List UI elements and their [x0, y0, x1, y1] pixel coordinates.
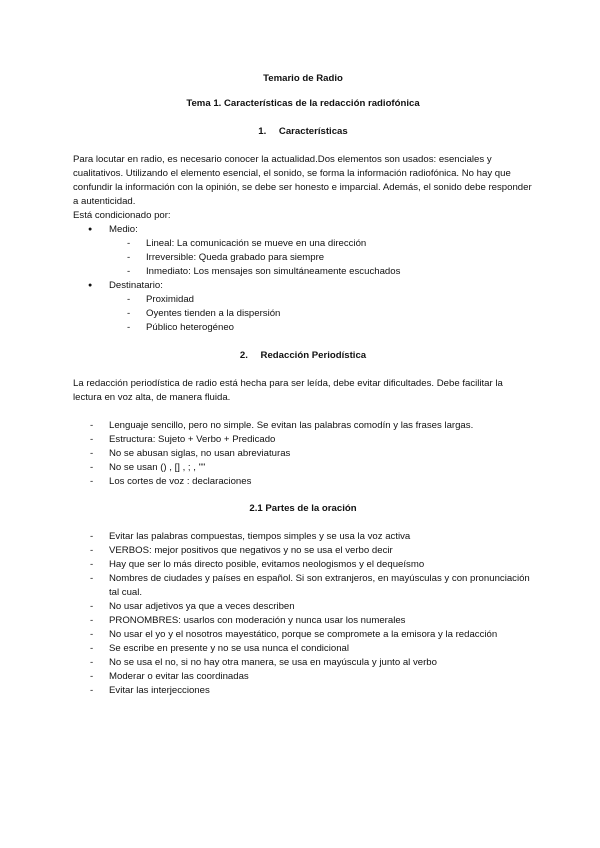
list-item	[73, 628, 533, 642]
section-2-paragraph: La redacción periodística de radio está hecha para ser leída, debe evitar dificultades. Debe facilitar la lectura en voz alta, de manera fluida.	[73, 378, 503, 403]
dash-icon: -	[90, 545, 94, 556]
item-text: No usar adjetivos ya que a veces describen	[109, 601, 295, 612]
item-text: Lenguaje sencillo, pero no simple. Se evitan las palabras comodín y las frases largas.	[109, 420, 474, 431]
item-text: Inmediato: Los mensajes son simultáneamente escuchados	[146, 266, 401, 277]
dash-icon: -	[127, 294, 131, 305]
dash-icon: -	[90, 476, 94, 487]
section-2-1-heading: 2.1 Partes de la oración	[249, 503, 357, 514]
section-2-1-list	[73, 530, 533, 698]
document-title: Temario de Radio	[263, 73, 343, 84]
dash-icon: -	[127, 308, 131, 319]
section-number: 1.	[258, 126, 267, 137]
dash-icon: -	[127, 238, 131, 249]
list-item	[73, 670, 533, 684]
dash-icon: -	[127, 322, 131, 333]
dash-icon: -	[127, 252, 131, 263]
list-item	[73, 251, 533, 265]
dash-icon: -	[90, 629, 94, 640]
section-1-intro: Está condicionado por:	[73, 210, 171, 221]
item-text: Proximidad	[146, 294, 194, 305]
dash-icon: -	[90, 685, 94, 696]
item-text: Oyentes tienden a la dispersión	[146, 308, 281, 319]
list-item	[73, 237, 533, 251]
item-text: PRONOMBRES: usarlos con moderación y nunca usar los numerales	[109, 615, 406, 626]
list-item	[73, 321, 533, 335]
list-item	[73, 475, 533, 489]
dash-icon: -	[90, 420, 94, 431]
dash-icon: -	[90, 559, 94, 570]
dash-icon: -	[90, 531, 94, 542]
dash-icon: -	[90, 657, 94, 668]
section-title: Características	[278, 126, 348, 137]
list-item	[73, 419, 533, 433]
section-title: Redacción Periodística	[260, 350, 367, 361]
list-item	[73, 544, 533, 558]
section-1-heading	[73, 125, 533, 139]
list-item	[73, 572, 533, 600]
list-item	[73, 614, 533, 628]
item-text: Estructura: Sujeto + Verbo + Predicado	[109, 434, 276, 445]
list-item	[73, 447, 533, 461]
list-item	[73, 433, 533, 447]
item-text: Irreversible: Queda grabado para siempre	[146, 252, 325, 263]
dash-icon: -	[90, 462, 94, 473]
bullet-icon: ●	[88, 226, 93, 233]
list-item	[73, 558, 533, 572]
list-item	[73, 656, 533, 670]
dash-icon: -	[90, 448, 94, 459]
dash-icon: -	[90, 643, 94, 654]
conditions-list	[73, 223, 533, 335]
item-text: Moderar o evitar las coordinadas	[109, 671, 249, 682]
section-2-heading	[73, 349, 533, 363]
item-text: VERBOS: mejor positivos que negativos y no se usa el verbo decir	[109, 545, 393, 556]
item-text: Evitar las interjecciones	[109, 685, 210, 696]
item-text: Público heterogéneo	[146, 322, 235, 333]
item-text: No se usan () , [] , ; , ""	[109, 462, 206, 473]
dash-icon: -	[90, 573, 94, 584]
list-item	[73, 684, 533, 698]
list-item	[73, 265, 533, 279]
item-text: Hay que ser lo más directo posible, evitamos neologismos y el dequeísmo	[109, 559, 425, 570]
item-text: No usar el yo y el nosotros mayestático, porque se compromete a la emisora y la redacción	[109, 629, 498, 640]
section-2-list	[73, 419, 533, 489]
dash-icon: -	[127, 266, 131, 277]
bullet-icon: ●	[88, 282, 93, 289]
item-text: Los cortes de voz : declaraciones	[109, 476, 252, 487]
dash-icon: -	[90, 434, 94, 445]
item-text: No se usa el no, si no hay otra manera, se usa en mayúscula y junto al verbo	[109, 657, 437, 668]
topic-title: Tema 1. Características de la redacción radiofónica	[186, 98, 420, 109]
list-item	[73, 307, 533, 321]
list-item	[73, 642, 533, 656]
group-label: Medio:	[109, 224, 138, 235]
item-text: Lineal: La comunicación se mueve en una dirección	[146, 238, 367, 249]
section-1-paragraph: Para locutar en radio, es necesario conocer la actualidad.Dos elementos son usados: esenciales y cualitativos. Utilizando el elemento esencial, el sonido, se forma la información radiofónica. No hay que confundir la información con la opinión, se debe ser honesto e imparcial. Además, el sonido debe responder a autenticidad.	[73, 154, 532, 207]
list-item	[73, 461, 533, 475]
dash-icon: -	[90, 671, 94, 682]
list-item	[73, 530, 533, 544]
item-text: No se abusan siglas, no usan abreviaturas	[109, 448, 291, 459]
list-item	[73, 223, 533, 237]
dash-icon: -	[90, 601, 94, 612]
item-text: Evitar las palabras compuestas, tiempos simples y se usa la voz activa	[109, 531, 411, 542]
dash-icon: -	[90, 615, 94, 626]
item-text: Se escribe en presente y no se usa nunca el condicional	[109, 643, 349, 654]
group-label: Destinatario:	[109, 280, 163, 291]
item-text: Nombres de ciudades y países en español. Si son extranjeros, en mayúsculas y con pronunciación tal cual.	[109, 573, 530, 598]
list-item	[73, 600, 533, 614]
list-item	[73, 293, 533, 307]
document-page	[73, 72, 533, 698]
list-item	[73, 279, 533, 293]
section-number: 2.	[239, 350, 248, 361]
